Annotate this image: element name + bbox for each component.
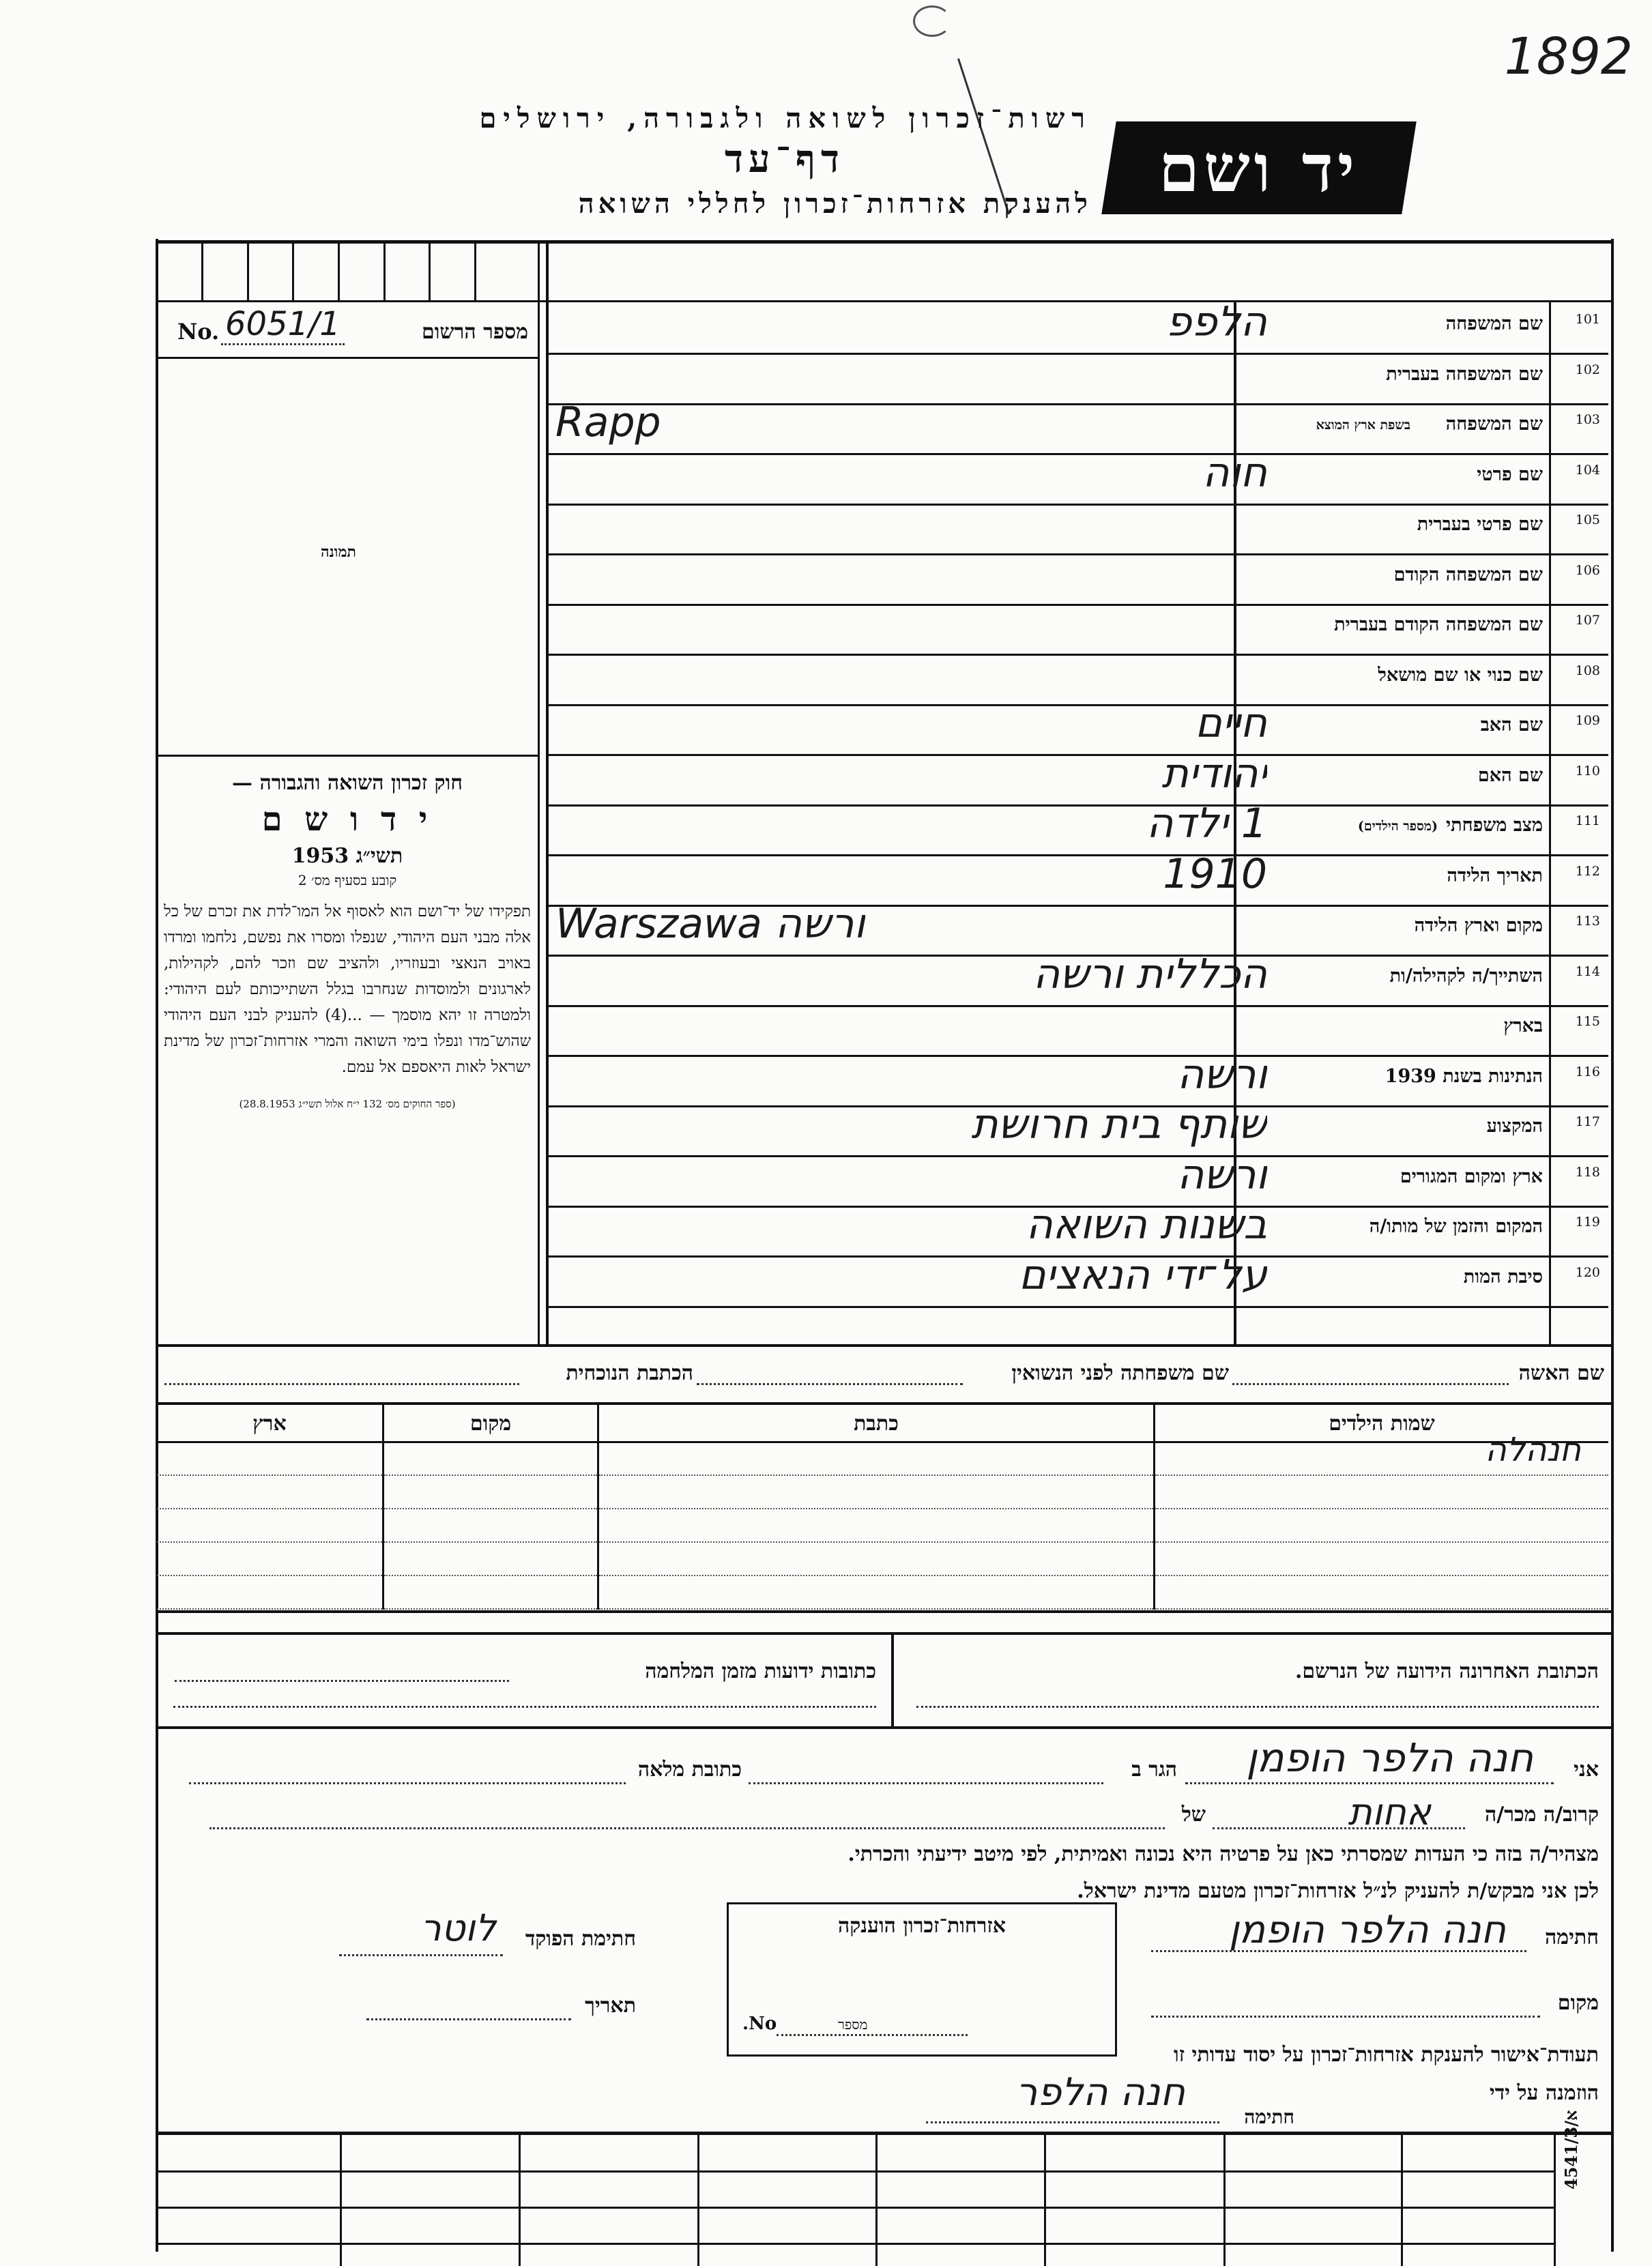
field-value: הכללית ורשה bbox=[1033, 950, 1267, 998]
field-value: הלפפ bbox=[1165, 298, 1267, 346]
field-value: חיים bbox=[1195, 699, 1267, 747]
field-row-116 bbox=[549, 1051, 1608, 1107]
field-row-104 bbox=[549, 449, 1608, 506]
children-cell bbox=[1155, 1464, 1595, 1498]
law-section bbox=[164, 771, 531, 1337]
field-label-note: בשפת ארץ המוצא bbox=[1316, 418, 1410, 433]
field-number: 114 bbox=[1575, 964, 1600, 979]
field-number: 104 bbox=[1575, 463, 1600, 478]
field-label: סיבת המות bbox=[1463, 1266, 1543, 1288]
children-header-3: ארץ bbox=[252, 1412, 287, 1436]
children-cell bbox=[384, 1565, 583, 1598]
field-label: שם פרטי בעברית bbox=[1417, 514, 1543, 535]
children-header-1: כתבת bbox=[854, 1412, 899, 1436]
children-cell bbox=[384, 1464, 583, 1498]
children-cell bbox=[157, 1431, 368, 1464]
declaration-line-2: לכן אני מבקש/ת להעניק לנ״ל אזרחות־זכרון מטעם מדינת ישראל. bbox=[1077, 1879, 1599, 1903]
children-cell bbox=[384, 1531, 583, 1565]
field-number: 118 bbox=[1575, 1165, 1600, 1180]
children-cell bbox=[599, 1431, 1140, 1464]
field-number: 111 bbox=[1575, 813, 1600, 828]
relative-value: אחות bbox=[1348, 1790, 1431, 1833]
law-title: חוק זכרון השואה והגבורה — bbox=[232, 771, 463, 795]
field-label: שם המשפחה bbox=[1445, 313, 1543, 334]
logo-text: יד ושם bbox=[1159, 129, 1359, 207]
field-number: 116 bbox=[1575, 1064, 1600, 1079]
children-cell bbox=[157, 1565, 368, 1598]
children-cell bbox=[599, 1498, 1140, 1531]
field-number: 108 bbox=[1575, 663, 1600, 678]
field-number: 103 bbox=[1575, 412, 1600, 427]
place-label: מקום bbox=[1557, 1991, 1599, 2015]
wartime-addresses bbox=[157, 1635, 891, 1726]
children-header-2: מקום bbox=[469, 1412, 512, 1436]
of-label: של bbox=[1181, 1803, 1206, 1827]
signature-label: חתימה bbox=[1545, 1926, 1599, 1949]
field-number: 119 bbox=[1575, 1215, 1600, 1230]
declarant-signature: חנה הלפר הופמן bbox=[1228, 1908, 1506, 1952]
field-label: שם המשפחה bbox=[1445, 413, 1543, 435]
field-row-117 bbox=[549, 1101, 1608, 1157]
field-value: על־ידי הנאצים bbox=[1018, 1251, 1267, 1299]
field-value: ורשה bbox=[1177, 1051, 1267, 1099]
law-citation: (ספר החוקים מס׳ 132 י״ח אלול תשי״ג 28.8.1953) bbox=[239, 1098, 456, 1110]
field-number: 117 bbox=[1575, 1114, 1600, 1129]
children-cell bbox=[157, 1531, 368, 1565]
field-value: חוה bbox=[1202, 449, 1267, 497]
declaration-line-1: מצהיר/ה בזה כי העדות שמסרתי כאן על פרטיה היא נכונה ואמיתית, לפי מיטב ידיעתי והכרתי. bbox=[847, 1842, 1599, 1866]
field-label: שם האם bbox=[1477, 765, 1543, 786]
field-label: שם המשפחה הקודם bbox=[1393, 564, 1543, 585]
form-title: דף־עד bbox=[724, 136, 845, 181]
box-number-label: מספר bbox=[838, 2016, 868, 2033]
official-signature: לוטר bbox=[420, 1906, 496, 1949]
wartime-addresses-label: כתובות ידועות מזמן המלחמה bbox=[645, 1659, 876, 1683]
registry-no-label: No. bbox=[177, 319, 220, 345]
authority-name: רשות־זכרון לשואה ולגבורה, ירושלים bbox=[479, 102, 1092, 134]
field-value: ורשה bbox=[1177, 1151, 1267, 1199]
full-address-label: כתובת מלאה bbox=[637, 1758, 742, 1782]
law-text: תפקידו של יד־ושם הוא לאסוף אל המו־לדת את זכרם של כל אלה מבני העם היהודי, שנפלו ומסרו את נפשם, נלחמו ומרדו באויב הנאצי ובעוזריו, ולהציב שם וזכר להם, לקהילות, לארגונים ולמוסדות שנחרבו בגלל השתייכותם לעם היהודי: ולמטרה זו יהא מוסמך — ...(4) להעניק לבני העם היהודי שהוש־מדו ונפלו בימי השואה והמרי אזרחות־זכרון של מדינת ישראל לאות היאספם אל עמם. bbox=[164, 903, 531, 1076]
scan-mark bbox=[913, 5, 951, 37]
field-row-119 bbox=[549, 1201, 1608, 1258]
field-value: שותף בית חרושת bbox=[971, 1101, 1267, 1148]
registry-label: מספר הרשום bbox=[422, 320, 528, 344]
field-number: 110 bbox=[1575, 764, 1600, 779]
declarant-name: חנה הלפר הופמן bbox=[1246, 1734, 1533, 1781]
field-row-120 bbox=[549, 1251, 1608, 1308]
field-label: שם המשפחה בעברית bbox=[1386, 364, 1543, 385]
footer-code: א/4541/3 bbox=[1561, 2110, 1581, 2190]
last-known-address-label: הכתובת האחרונה הידועה של הנרשם. bbox=[1294, 1659, 1599, 1683]
field-row-101 bbox=[549, 298, 1608, 355]
field-label: שם פרטי bbox=[1477, 464, 1543, 485]
field-label: תאריך הלידה bbox=[1447, 865, 1543, 886]
field-label: המקצוע bbox=[1486, 1116, 1543, 1137]
field-row-115 bbox=[549, 1004, 1608, 1057]
field-label: ארץ ומקום המגורים bbox=[1400, 1166, 1543, 1187]
field-number: 115 bbox=[1575, 1014, 1600, 1029]
field-number: 101 bbox=[1575, 312, 1600, 327]
field-value: 1910 bbox=[1163, 850, 1267, 898]
official-signature-label: חתימת הפוקד bbox=[525, 1927, 636, 1951]
field-number: 120 bbox=[1575, 1265, 1600, 1280]
field-row-102 bbox=[549, 353, 1608, 405]
certificate-line: תעודת־אישור להענקת אזרחות־זכרון על יסוד עדותי זו bbox=[1174, 2043, 1599, 2067]
children-cell bbox=[1155, 1531, 1595, 1565]
registry-number-box bbox=[157, 302, 538, 359]
citizenship-granted-box bbox=[727, 1902, 1117, 2057]
wife-row bbox=[156, 1348, 1611, 1402]
field-number: 113 bbox=[1575, 914, 1600, 929]
field-row-118 bbox=[549, 1151, 1608, 1208]
date-label: תאריך bbox=[585, 1994, 636, 2018]
field-number: 107 bbox=[1575, 613, 1600, 628]
children-cell bbox=[599, 1464, 1140, 1498]
field-row-112 bbox=[549, 850, 1608, 907]
page-number: 1892 bbox=[1504, 27, 1633, 86]
field-number: 112 bbox=[1575, 864, 1600, 879]
children-cell bbox=[157, 1498, 368, 1531]
citizenship-box-title: אזרחות־זכרון הוענקה bbox=[837, 1914, 1006, 1938]
box-no-label: No. bbox=[742, 2014, 777, 2034]
field-label: מקום וארץ הלידה bbox=[1414, 915, 1543, 936]
field-label-note: (מספר הילדים) bbox=[1357, 819, 1438, 834]
field-label: המקום והזמן של מותו/ה bbox=[1369, 1216, 1543, 1237]
field-number: 106 bbox=[1575, 563, 1600, 578]
children-cell bbox=[599, 1531, 1140, 1565]
field-label: שם האב bbox=[1480, 714, 1543, 736]
field-row-111 bbox=[549, 800, 1608, 856]
wife-maiden-label: שם משפחתה לפני הנשואין bbox=[1011, 1361, 1229, 1385]
field-value: 1 ילדה bbox=[1146, 800, 1267, 847]
photo-area bbox=[157, 359, 538, 757]
children-cell bbox=[384, 1498, 583, 1531]
children-cell bbox=[599, 1565, 1140, 1598]
children-cell bbox=[1155, 1498, 1595, 1531]
field-row-107 bbox=[549, 603, 1608, 656]
field-value: Rapp bbox=[555, 398, 661, 446]
yad-vashem-logo bbox=[1101, 121, 1417, 214]
field-row-106 bbox=[549, 553, 1608, 606]
field-row-114 bbox=[549, 950, 1608, 1007]
field-row-108 bbox=[549, 654, 1608, 706]
certificate-signature: חנה הלפר bbox=[1015, 2070, 1185, 2115]
field-label: שם כנוי או שם מושאל bbox=[1378, 665, 1543, 686]
field-row-110 bbox=[549, 750, 1608, 807]
photo-label: תמונה bbox=[321, 543, 356, 561]
relative-label: קרוב/ה מכר/ה bbox=[1485, 1803, 1599, 1827]
law-year: תשי״ג 1953 bbox=[291, 844, 403, 868]
registry-number-value: 6051/1 bbox=[221, 305, 345, 345]
declaration-section bbox=[157, 1729, 1608, 2132]
field-value: Warszawa ורשה bbox=[555, 900, 865, 948]
field-label: הנתינות בשנת 1939 bbox=[1385, 1066, 1543, 1087]
resides-label: הגר ב bbox=[1131, 1758, 1177, 1782]
children-cell: חנהלה bbox=[1485, 1431, 1581, 1469]
frame-top-rule bbox=[156, 240, 1611, 244]
field-row-105 bbox=[549, 503, 1608, 555]
field-row-109 bbox=[549, 699, 1608, 756]
children-cell bbox=[1155, 1565, 1595, 1598]
field-label: מצב משפחתי bbox=[1446, 815, 1543, 836]
field-number: 102 bbox=[1575, 362, 1600, 377]
field-number: 109 bbox=[1575, 713, 1600, 728]
certificate-signature-label: חתימה bbox=[1244, 2106, 1294, 2128]
children-header-0: שמות הילדים bbox=[1329, 1412, 1435, 1436]
field-row-103 bbox=[549, 398, 1608, 455]
form-subtitle: להענקת אזרחות־זכרון לחללי השואה bbox=[578, 188, 1092, 220]
children-table bbox=[157, 1405, 1608, 1637]
ordered-by-label: הוזמנה על ידי bbox=[1489, 2081, 1599, 2105]
field-label: השתייך/ה לקהילה/ות bbox=[1389, 965, 1543, 987]
children-cell bbox=[157, 1464, 368, 1498]
wife-address-label: הכתבת הנוכחית bbox=[566, 1361, 693, 1385]
field-value: בשנות השואה bbox=[1026, 1201, 1267, 1249]
children-cell bbox=[384, 1431, 583, 1464]
field-label: שם המשפחה הקודם בעברית bbox=[1334, 614, 1543, 635]
law-clause: קובע בסעיף מס׳ 2 bbox=[298, 872, 397, 888]
wife-label: שם האשה bbox=[1518, 1361, 1604, 1385]
law-name: י ד ו ש ם bbox=[261, 800, 433, 839]
field-label: בארץ bbox=[1503, 1015, 1543, 1036]
declarant-label: אני bbox=[1574, 1758, 1599, 1782]
field-number: 105 bbox=[1575, 512, 1600, 527]
field-row-113 bbox=[549, 900, 1608, 957]
last-known-address bbox=[894, 1635, 1608, 1726]
field-value: יהודית bbox=[1161, 750, 1267, 798]
